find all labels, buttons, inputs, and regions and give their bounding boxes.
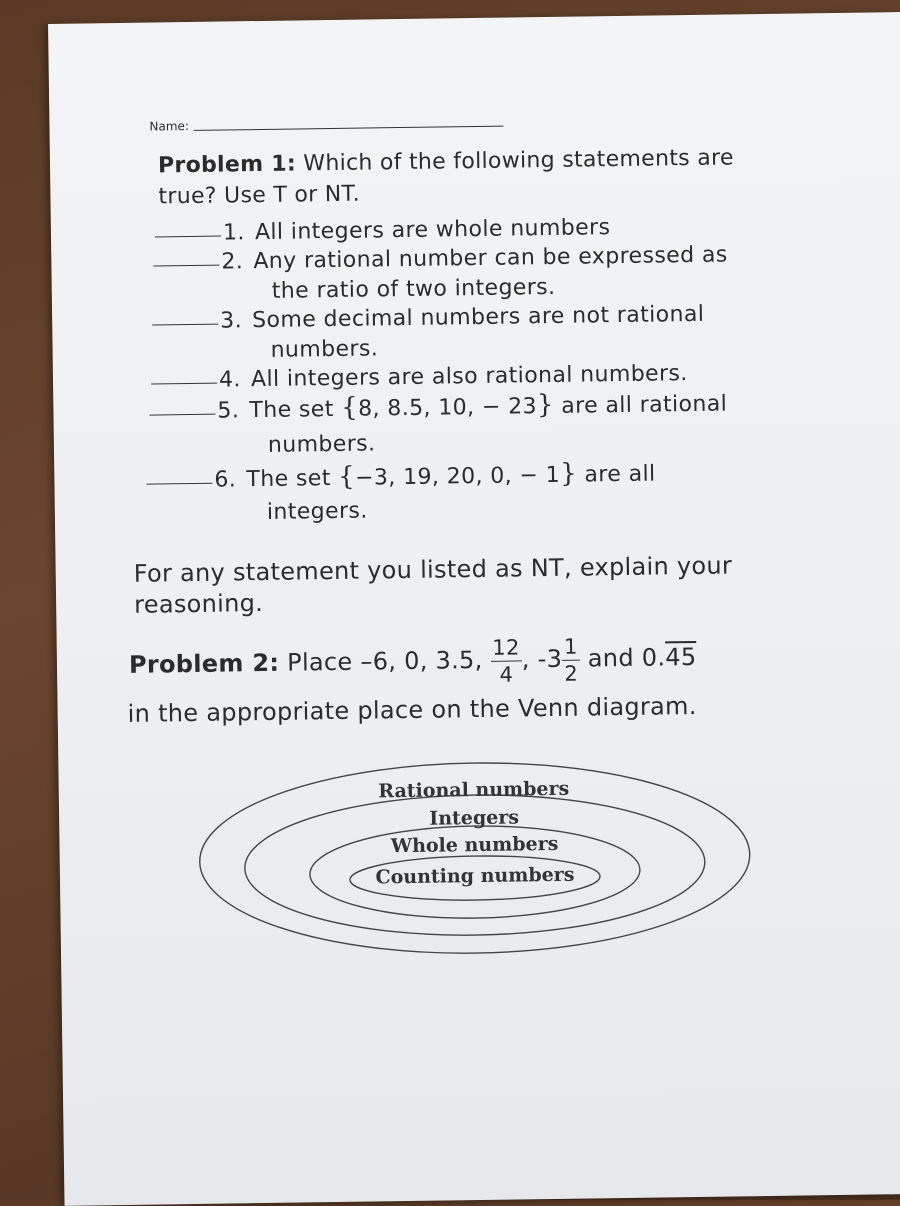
name-field-line[interactable]: [194, 126, 504, 131]
repeating-digits: 45: [665, 642, 697, 672]
venn-label-whole: Whole numbers: [390, 832, 559, 858]
answer-blank[interactable]: [153, 265, 219, 267]
problem1-question: Which of the following statements are: [303, 145, 734, 177]
problem1-heading: [158, 142, 734, 181]
statement-6: 6. The set {−3, 19, 20, 0, − 1} are all: [146, 458, 656, 497]
explain-instruction: For any statement you listed as NT, explain your: [133, 551, 733, 588]
fraction-1-over-2: $\frac{1}{2}$: [562, 633, 580, 686]
venn-diagram: [188, 754, 761, 962]
set-6-elements: −3, 19, 20, 0, − 1: [354, 462, 561, 491]
venn-label-rational: Rational numbers: [378, 777, 570, 803]
problem2-label: Problem 2:: [128, 648, 280, 679]
fraction-12-over-4: $\frac{12}{4}$: [490, 634, 522, 687]
answer-blank[interactable]: [155, 236, 221, 238]
problem1-label: Problem 1:: [157, 151, 297, 179]
statement-6-line2: integers.: [266, 498, 368, 525]
problem1-question-line2: true? Use T or NT.: [158, 181, 361, 210]
statement-1: 1. All integers are whole numbers: [155, 213, 611, 249]
statement-4: 4. All integers are also rational numbers.: [151, 359, 688, 396]
answer-blank[interactable]: [151, 383, 217, 385]
explain-instruction-line2: reasoning.: [133, 589, 264, 619]
statement-2-line2: the ratio of two integers.: [271, 274, 556, 304]
problem2-heading: Problem 2: Place –6, 0, 3.5, $\frac{12}{4}$ , -3 $\frac{1}{2}$ and 0.45: [128, 634, 697, 687]
venn-label-counting: Counting numbers: [375, 863, 575, 889]
answer-blank[interactable]: [152, 324, 218, 326]
answer-blank[interactable]: [150, 414, 216, 416]
name-label: Name:: [149, 118, 190, 134]
worksheet-page: [48, 12, 900, 1206]
statement-5-line2: numbers.: [267, 431, 376, 458]
statement-5: 5. The set {8, 8.5, 10, − 23} are all rational: [149, 388, 727, 428]
statement-2: 2. Any rational number can be expressed as: [153, 240, 728, 278]
problem2-line2: in the appropriate place on the Venn diagram.: [127, 691, 697, 728]
statement-3: 3. Some decimal numbers are not rational: [152, 300, 704, 338]
answer-blank[interactable]: [146, 483, 212, 485]
venn-label-integers: Integers: [429, 806, 520, 830]
set-5-elements: 8, 8.5, 10, − 23: [357, 394, 538, 422]
statement-3-line2: numbers.: [270, 336, 379, 363]
